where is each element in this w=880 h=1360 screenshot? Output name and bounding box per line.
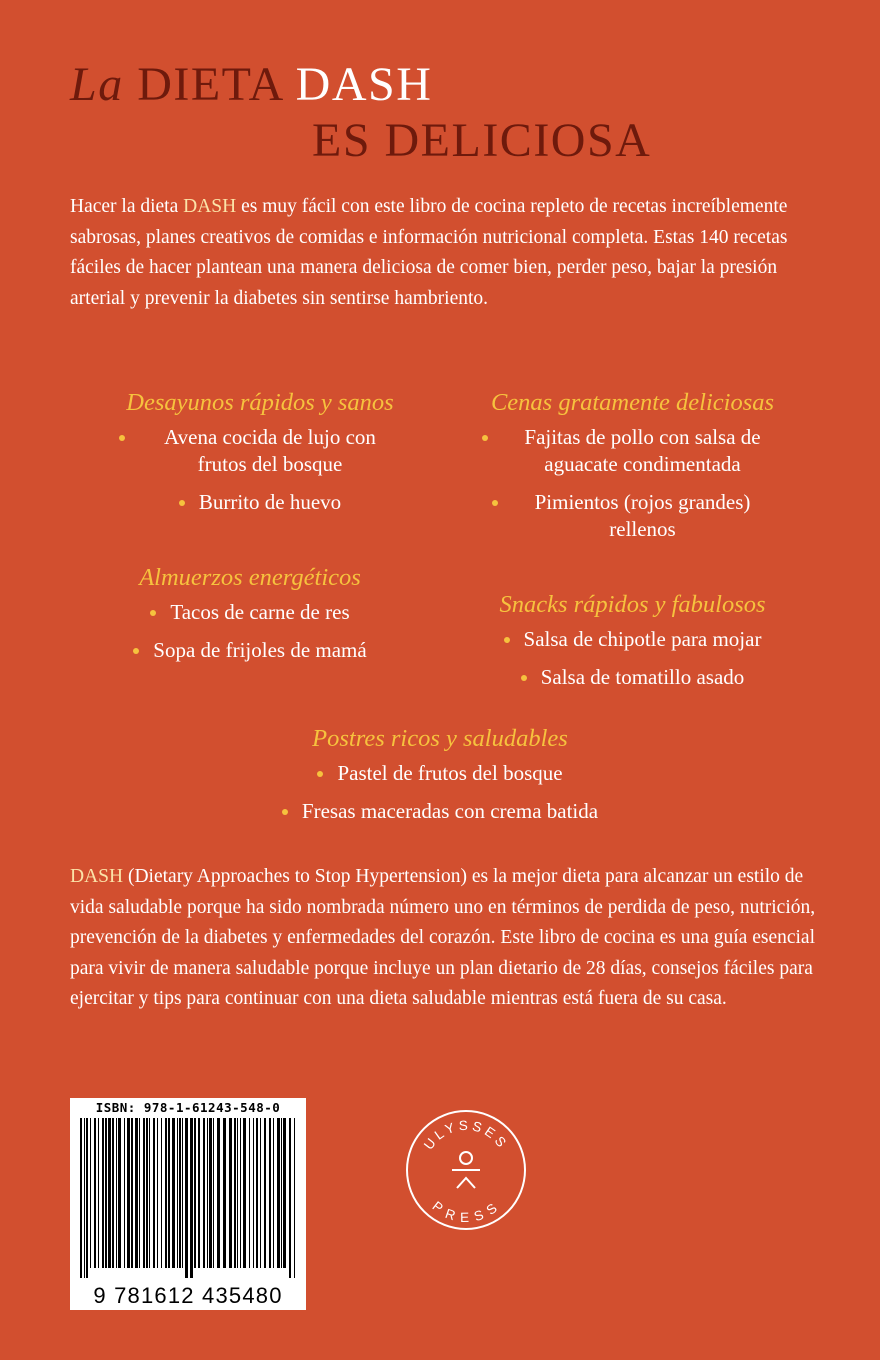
- recipe-item: [440, 489, 825, 543]
- barcode-bar: [135, 1118, 138, 1268]
- section-heading: Almuerzos energéticos: [139, 564, 361, 591]
- barcode-bar: [229, 1118, 232, 1268]
- barcode-bar: [283, 1118, 286, 1268]
- recipe-list: [60, 599, 440, 664]
- barcode-bar: [269, 1118, 271, 1268]
- barcode-bar: [139, 1118, 140, 1268]
- section-heading: Cenas gratamente deliciosas: [490, 389, 775, 416]
- barcode-bar: [234, 1118, 236, 1268]
- bullet-icon: [282, 809, 288, 815]
- section-heading: Desayunos rápidos y sanos: [126, 389, 394, 416]
- barcode-bar: [80, 1118, 82, 1278]
- recipe-item: [140, 760, 740, 787]
- bullet-icon: [133, 648, 139, 654]
- recipe-item: [70, 489, 450, 516]
- recipe-name: Avena cocida de lujo con frutos del bosque: [164, 425, 376, 476]
- isbn-digits: 9 781612 435480: [93, 1283, 283, 1308]
- barcode-bar: [146, 1118, 148, 1268]
- bullet-icon: [150, 610, 156, 616]
- bullet-icon: [119, 435, 125, 441]
- section-almuerzos: [60, 563, 440, 675]
- intro-highlight: DASH: [183, 196, 237, 217]
- title-la: La: [70, 58, 124, 111]
- recipe-item: [60, 637, 440, 664]
- bullet-icon: [492, 500, 498, 506]
- barcode-bar: [237, 1118, 238, 1268]
- barcode-bar: [127, 1118, 130, 1268]
- barcode-bar: [260, 1118, 261, 1268]
- outro-text: (Dietary Approaches to Stop Hypertension) es la mejor dieta para alcanzar un estilo de vida saludable porque ha sido nombrada número uno en términos de perdida de peso, nutrición, prevención de la diabetes y enfermedades del corazón. Este libro de cocina es una guía esencial para vivir de manera saludable porque incluye un plan dietario de 28 días, consejos fáciles para ejercitar y tips para continuar con una dieta saludable mientras está fuera de su casa.: [70, 866, 816, 1009]
- recipe-list: [440, 424, 825, 543]
- svg-text:PRESS: [430, 1198, 503, 1225]
- intro-pre: Hacer la dieta: [70, 196, 184, 217]
- barcode-bar: [190, 1118, 193, 1278]
- barcode-bar: [124, 1118, 125, 1268]
- barcode-bar: [161, 1118, 162, 1268]
- intro-text: es muy fácil con este libro de cocina repleto de recetas increíblemente sabrosas, planes creativos de comidas e información nutricional completa. Estas 140 recetas fáciles de hacer plantean una manera deliciosa de comer bien, perder peso, bajar la presión arterial y prevenir la diabetes sin sentirse hambriento.: [70, 196, 788, 309]
- recipe-name: Salsa de chipotle para mojar: [523, 627, 762, 651]
- bullet-icon: [482, 435, 488, 441]
- recipe-name: Sopa de frijoles de mamá: [153, 638, 367, 662]
- barcode-icon: [74, 1118, 302, 1278]
- barcode-bar: [94, 1118, 96, 1268]
- recipe-item: [440, 626, 825, 653]
- barcode-bar: [153, 1118, 155, 1268]
- barcode-bar: [108, 1118, 111, 1268]
- barcode-bar: [240, 1118, 241, 1268]
- bullet-icon: [521, 675, 527, 681]
- barcode-bar: [277, 1118, 280, 1268]
- barcode-bar: [273, 1118, 274, 1268]
- ulysses-press-logo: [404, 1108, 528, 1232]
- barcode-bar: [143, 1118, 145, 1268]
- title-line-2: ES DELICIOSA: [312, 114, 652, 167]
- recipe-name: Fresas maceradas con crema batida: [301, 799, 599, 823]
- barcode-bar: [86, 1118, 88, 1278]
- barcode-bar: [249, 1118, 250, 1268]
- ulysses-mark-icon: [452, 1152, 480, 1188]
- barcode-bar: [157, 1118, 158, 1268]
- barcode-bar: [149, 1118, 150, 1268]
- barcode-bar: [118, 1118, 121, 1268]
- logo-bottom-text: PRESS: [429, 1198, 503, 1225]
- title-dash: DASH: [295, 58, 433, 111]
- barcode-bar: [168, 1118, 170, 1268]
- recipe-item: [440, 664, 825, 691]
- barcode-bar: [209, 1118, 212, 1268]
- recipe-name: Pimientos (rojos grandes) rellenos: [534, 490, 751, 541]
- recipe-item: [140, 798, 740, 825]
- barcode-bar: [223, 1118, 226, 1268]
- barcode-bar: [105, 1118, 107, 1268]
- section-heading: Postres ricos y saludables: [312, 725, 568, 752]
- outro-paragraph: [70, 862, 822, 1015]
- barcode-bar: [112, 1118, 114, 1268]
- intro-paragraph: [70, 192, 822, 314]
- barcode-bar: [213, 1118, 214, 1268]
- barcode-bar: [84, 1118, 85, 1278]
- recipe-name: Fajitas de pollo con salsa de aguacate condimentada: [524, 425, 761, 476]
- barcode-bar: [177, 1118, 178, 1268]
- barcode-bar: [131, 1118, 133, 1268]
- bullet-icon: [179, 500, 185, 506]
- barcode-bar: [256, 1118, 258, 1268]
- recipe-item: [70, 424, 450, 478]
- barcode-bar: [172, 1118, 175, 1268]
- isbn-label: ISBN: 978-1-61243-548-0: [95, 1100, 281, 1115]
- recipe-list: [140, 760, 740, 825]
- barcode-bar: [217, 1118, 220, 1268]
- bullet-icon: [504, 637, 510, 643]
- recipe-name: Tacos de carne de res: [170, 600, 350, 624]
- recipe-item: [440, 424, 825, 478]
- recipe-list: [70, 424, 450, 516]
- barcode-bar: [253, 1118, 254, 1268]
- recipe-name: Salsa de tomatillo asado: [540, 665, 745, 689]
- title-dieta: DIETA: [137, 58, 283, 111]
- barcode-bar: [182, 1118, 183, 1268]
- barcode-bar: [264, 1118, 266, 1268]
- barcode-bar: [90, 1118, 91, 1268]
- section-cenas: [440, 388, 825, 554]
- barcode-bar: [243, 1118, 246, 1268]
- barcode-bar: [207, 1118, 208, 1268]
- barcode-bar: [165, 1118, 167, 1268]
- section-snacks: [440, 590, 825, 702]
- title-line-1: [70, 58, 432, 112]
- barcode-bar: [102, 1118, 104, 1268]
- barcode-bar: [185, 1118, 188, 1278]
- svg-text:ULYSSES: [421, 1118, 511, 1153]
- isbn-barcode: [70, 1098, 306, 1310]
- recipe-name: Burrito de huevo: [198, 490, 342, 514]
- barcode-bar: [98, 1118, 99, 1268]
- barcode-bar: [289, 1118, 291, 1278]
- barcode-bar: [179, 1118, 181, 1268]
- barcode-bar: [194, 1118, 196, 1268]
- section-postres: [140, 724, 740, 836]
- barcode-bar: [116, 1118, 117, 1268]
- barcode-bar: [203, 1118, 205, 1268]
- section-heading: Snacks rápidos y fabulosos: [499, 591, 766, 618]
- barcode-bar: [294, 1118, 295, 1278]
- logo-top-text: ULYSSES: [420, 1117, 512, 1153]
- barcode-bar: [198, 1118, 200, 1268]
- recipe-name: Pastel de frutos del bosque: [337, 761, 563, 785]
- section-desayunos: [70, 388, 450, 527]
- barcode-bar: [281, 1118, 282, 1268]
- recipe-item: [60, 599, 440, 626]
- recipe-list: [440, 626, 825, 691]
- outro-highlight: DASH: [70, 866, 124, 887]
- bullet-icon: [317, 771, 323, 777]
